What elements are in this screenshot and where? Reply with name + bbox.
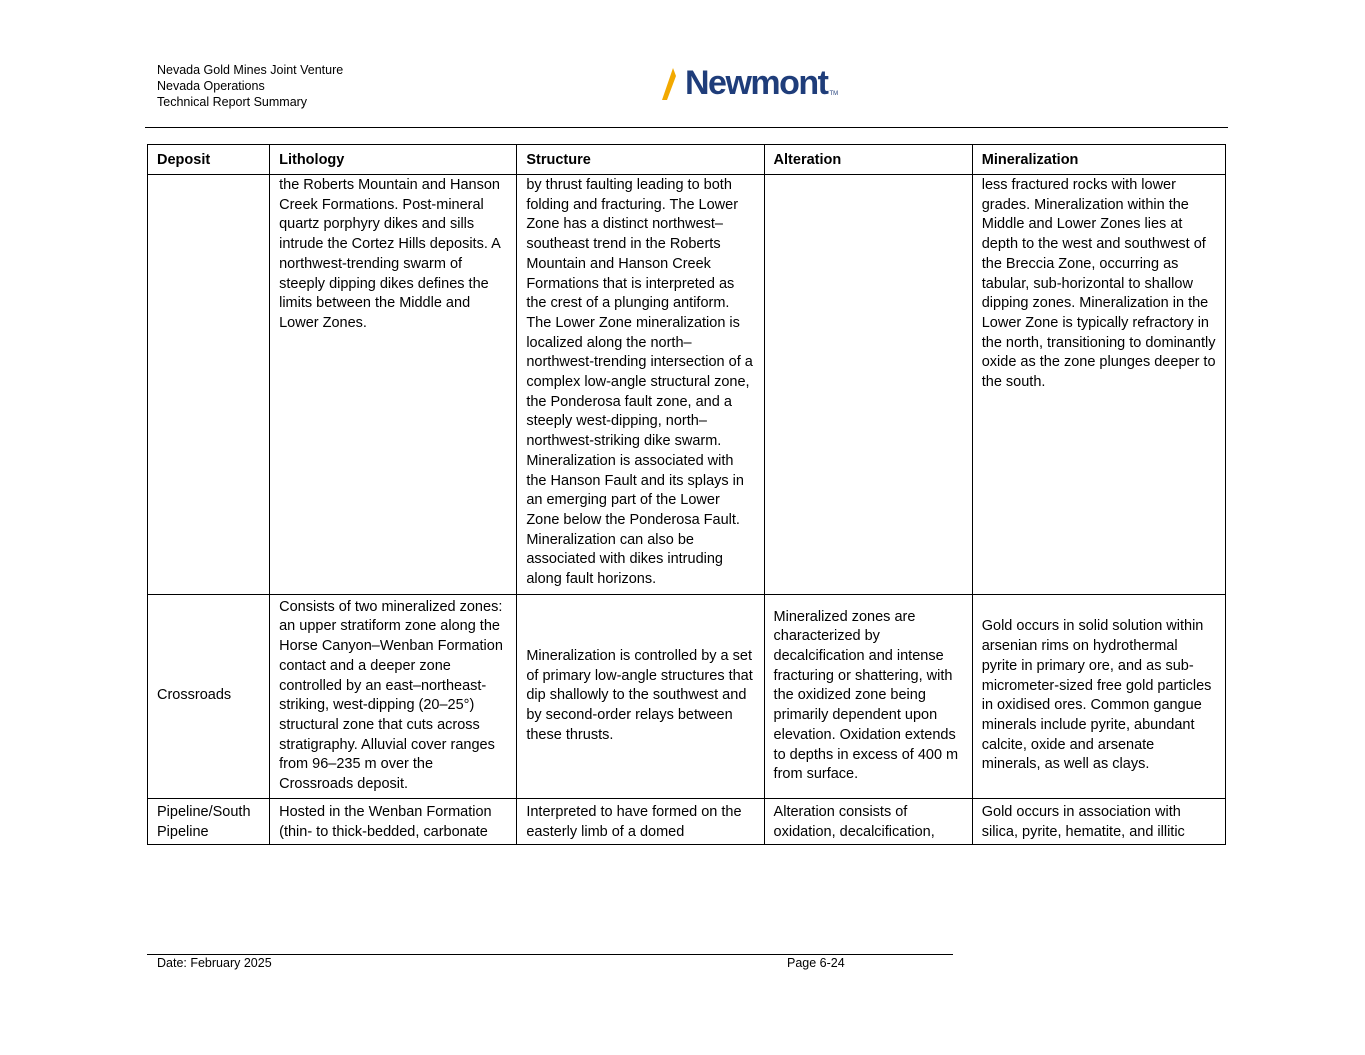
table-row (148, 594, 1226, 798)
cell-lithology: Consists of two mineralized zones: an upper stratiform zone along the Horse Canyon–Wenban Formation contact and a deeper zone controlled by an east–northeast-striking, west-dipping (20–25°) structural zone that cuts across stratigraphy. Alluvial cover ranges from 96–235 m over the Crossroads deposit. (270, 594, 517, 798)
page-number: Page 6-24 (787, 956, 845, 970)
header-operations: Nevada Operations (157, 79, 265, 93)
header-report-title: Technical Report Summary (157, 95, 308, 109)
cell-mineralization: Gold occurs in association with silica, pyrite, hematite, and illitic (972, 798, 1225, 844)
newmont-logo-mark-icon (662, 68, 684, 100)
logo-trademark: TM (829, 91, 839, 97)
cell-deposit: Pipeline/South Pipeline (148, 798, 270, 844)
cell-alteration: Mineralized zones are characterized by decalcification and intense fracturing or shattering, with the oxidized zone being primarily dependent upon elevation. Oxidation extends to depths in excess of 400 m from surface. (764, 594, 972, 798)
cell-structure: Interpreted to have formed on the easterly limb of a domed (517, 798, 764, 844)
footer-date: Date: February 2025 (157, 956, 272, 970)
cell-mineralization: Gold occurs in solid solution within arsenian rims on hydrothermal pyrite in primary ore, and as sub-micrometer-sized free gold particles in oxidised ores. Common gangue minerals include pyrite, abundant calcite, oxide and arsenate minerals, as well as clays. (972, 594, 1225, 798)
table-row (148, 798, 1226, 844)
footer-divider (147, 954, 953, 955)
cell-lithology: Hosted in the Wenban Formation (thin- to thick-bedded, carbonate (270, 798, 517, 844)
header-company: Nevada Gold Mines Joint Venture (157, 63, 344, 77)
col-header-mineralization: Mineralization (972, 145, 1225, 175)
col-header-structure: Structure (517, 145, 764, 175)
table-header-row (148, 145, 1226, 175)
cell-deposit: Crossroads (148, 594, 270, 798)
col-header-alteration: Alteration (764, 145, 972, 175)
cell-mineralization: less fractured rocks with lower grades. Mineralization within the Middle and Lower Zones lies at depth to the west and southwest of the Breccia Zone, occurring as tabular, sub-horizontal to shallow dipping zones. Mineralization in the Lower Zone is typically refractory in the north, transitioning to dominantly oxide as the zone plunges deeper to the south. (972, 175, 1225, 595)
header-divider (145, 127, 1228, 128)
cell-structure: by thrust faulting leading to both folding and fracturing. The Lower Zone has a distinct northwest–southeast trend in the Roberts Mountain and Hanson Creek Formations that is interpreted as the crest of a plunging antiform. The Lower Zone mineralization is localized along the north–northwest-trending intersection of a complex low-angle structural zone, the Ponderosa fault zone, and a steeply west-dipping, north–northwest-striking dike swarm. Mineralization is associated with the Hanson Fault and its splays in an emerging part of the Lower Zone below the Ponderosa Fault. Mineralization can also be associated with dikes intruding along fault horizons. (517, 175, 764, 595)
newmont-logo (662, 66, 838, 100)
cell-alteration: Alteration consists of oxidation, decalcification, (764, 798, 972, 844)
col-header-deposit: Deposit (148, 145, 270, 175)
report-header (157, 62, 343, 110)
cell-structure: Mineralization is controlled by a set of primary low-angle structures that dip shallowly to the southwest and by second-order relays between these thrusts. (517, 594, 764, 798)
cell-lithology: the Roberts Mountain and Hanson Creek Formations. Post-mineral quartz porphyry dikes and sills intrude the Cortez Hills deposits. A northwest-trending swarm of steeply dipping dikes defines the limits between the Middle and Lower Zones. (270, 175, 517, 595)
cell-deposit (148, 175, 270, 595)
cell-alteration (764, 175, 972, 595)
col-header-lithology: Lithology (270, 145, 517, 175)
table-row (148, 175, 1226, 595)
logo-wordmark: Newmont (685, 64, 828, 102)
deposit-geology-table (147, 144, 1226, 845)
